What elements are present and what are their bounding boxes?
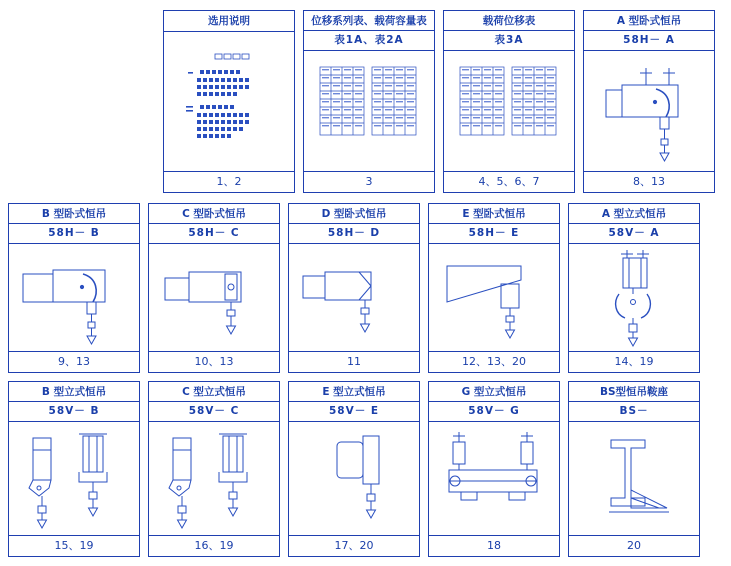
card-subtitle: 58H－ E	[429, 224, 559, 243]
card-page-refs: 3	[304, 171, 434, 192]
card-title: A 型卧式恒吊	[584, 11, 714, 31]
card-title: B 型卧式恒吊	[9, 204, 139, 224]
card-figure-load-tables	[444, 51, 574, 171]
card-subtitle: 58V－ E	[289, 402, 419, 422]
card-a-horizontal-hanger[interactable]	[583, 10, 715, 193]
card-row-top	[163, 10, 715, 193]
card-title: A 型立式恒吊	[569, 204, 699, 224]
card-row-bottom	[8, 381, 700, 557]
card-subtitle: 58V－ C	[149, 402, 279, 422]
card-subtitle: 58H－ D	[289, 224, 419, 243]
card-subtitle: 58V－ B	[9, 402, 139, 422]
card-title: D 型卧式恒吊	[289, 204, 419, 224]
card-load-displacement[interactable]	[443, 10, 575, 193]
card-title: G 型立式恒吊	[429, 382, 559, 402]
card-figure-vertical-hanger-e	[289, 422, 419, 535]
card-page-refs: 16、19	[149, 535, 279, 556]
card-c-horizontal-hanger[interactable]	[148, 203, 280, 373]
card-title: E 型立式恒吊	[289, 382, 419, 402]
card-page-refs: 14、19	[569, 351, 699, 372]
card-subtitle: BS－	[569, 402, 699, 422]
card-figure-vertical-hanger-g	[429, 422, 559, 535]
card-title: E 型卧式恒吊	[429, 204, 559, 224]
card-page-refs: 20	[569, 535, 699, 556]
card-b-horizontal-hanger[interactable]	[8, 203, 140, 373]
card-displacement-series[interactable]	[303, 10, 435, 193]
card-page-refs: 4、5、6、7	[444, 171, 574, 192]
card-row-middle	[8, 203, 700, 373]
card-a-vertical-hanger[interactable]	[568, 203, 700, 373]
card-subtitle: 58H－ B	[9, 224, 139, 243]
card-e-vertical-hanger[interactable]	[288, 381, 420, 557]
card-c-vertical-hanger[interactable]	[148, 381, 280, 557]
card-page-refs: 11	[289, 351, 419, 372]
card-figure-displacement-tables	[304, 51, 434, 171]
card-figure-vertical-hanger-b	[9, 422, 139, 535]
card-b-vertical-hanger[interactable]	[8, 381, 140, 557]
card-figure-vertical-hanger-c	[149, 422, 279, 535]
card-selection-guide[interactable]	[163, 10, 295, 193]
card-title: 载荷位移表	[444, 11, 574, 31]
card-g-vertical-hanger[interactable]	[428, 381, 560, 557]
card-figure-selection-guide	[164, 32, 294, 171]
card-figure-horizontal-hanger-b	[9, 244, 139, 351]
card-page-refs: 9、13	[9, 351, 139, 372]
card-title: BS型恒吊鞍座	[569, 382, 699, 402]
card-page-refs: 10、13	[149, 351, 279, 372]
card-title: B 型立式恒吊	[9, 382, 139, 402]
card-e-horizontal-hanger[interactable]	[428, 203, 560, 373]
card-page-refs: 1、2	[164, 171, 294, 192]
card-page-refs: 18	[429, 535, 559, 556]
card-figure-horizontal-hanger-d	[289, 244, 419, 351]
card-subtitle: 表3A	[444, 31, 574, 50]
card-page-refs: 12、13、20	[429, 351, 559, 372]
card-page-refs: 17、20	[289, 535, 419, 556]
card-figure-vertical-hanger-a	[569, 244, 699, 351]
card-bs-hanger-saddle[interactable]	[568, 381, 700, 557]
card-subtitle: 表1A、表2A	[304, 31, 434, 50]
card-figure-horizontal-hanger-c	[149, 244, 279, 351]
card-subtitle: 58H－ A	[584, 31, 714, 50]
card-subtitle: 58V－ G	[429, 402, 559, 422]
card-title: 位移系列表、载荷容量表	[304, 11, 434, 31]
card-figure-horizontal-hanger-a	[584, 51, 714, 171]
card-page-refs: 8、13	[584, 171, 714, 192]
card-figure-horizontal-hanger-e	[429, 244, 559, 351]
card-figure-saddle-beam	[569, 422, 699, 535]
card-page-refs: 15、19	[9, 535, 139, 556]
card-title: C 型卧式恒吊	[149, 204, 279, 224]
card-subtitle: 58V－ A	[569, 224, 699, 243]
card-d-horizontal-hanger[interactable]	[288, 203, 420, 373]
card-subtitle: 58H－ C	[149, 224, 279, 243]
card-title: C 型立式恒吊	[149, 382, 279, 402]
card-title: 选用说明	[164, 11, 294, 32]
